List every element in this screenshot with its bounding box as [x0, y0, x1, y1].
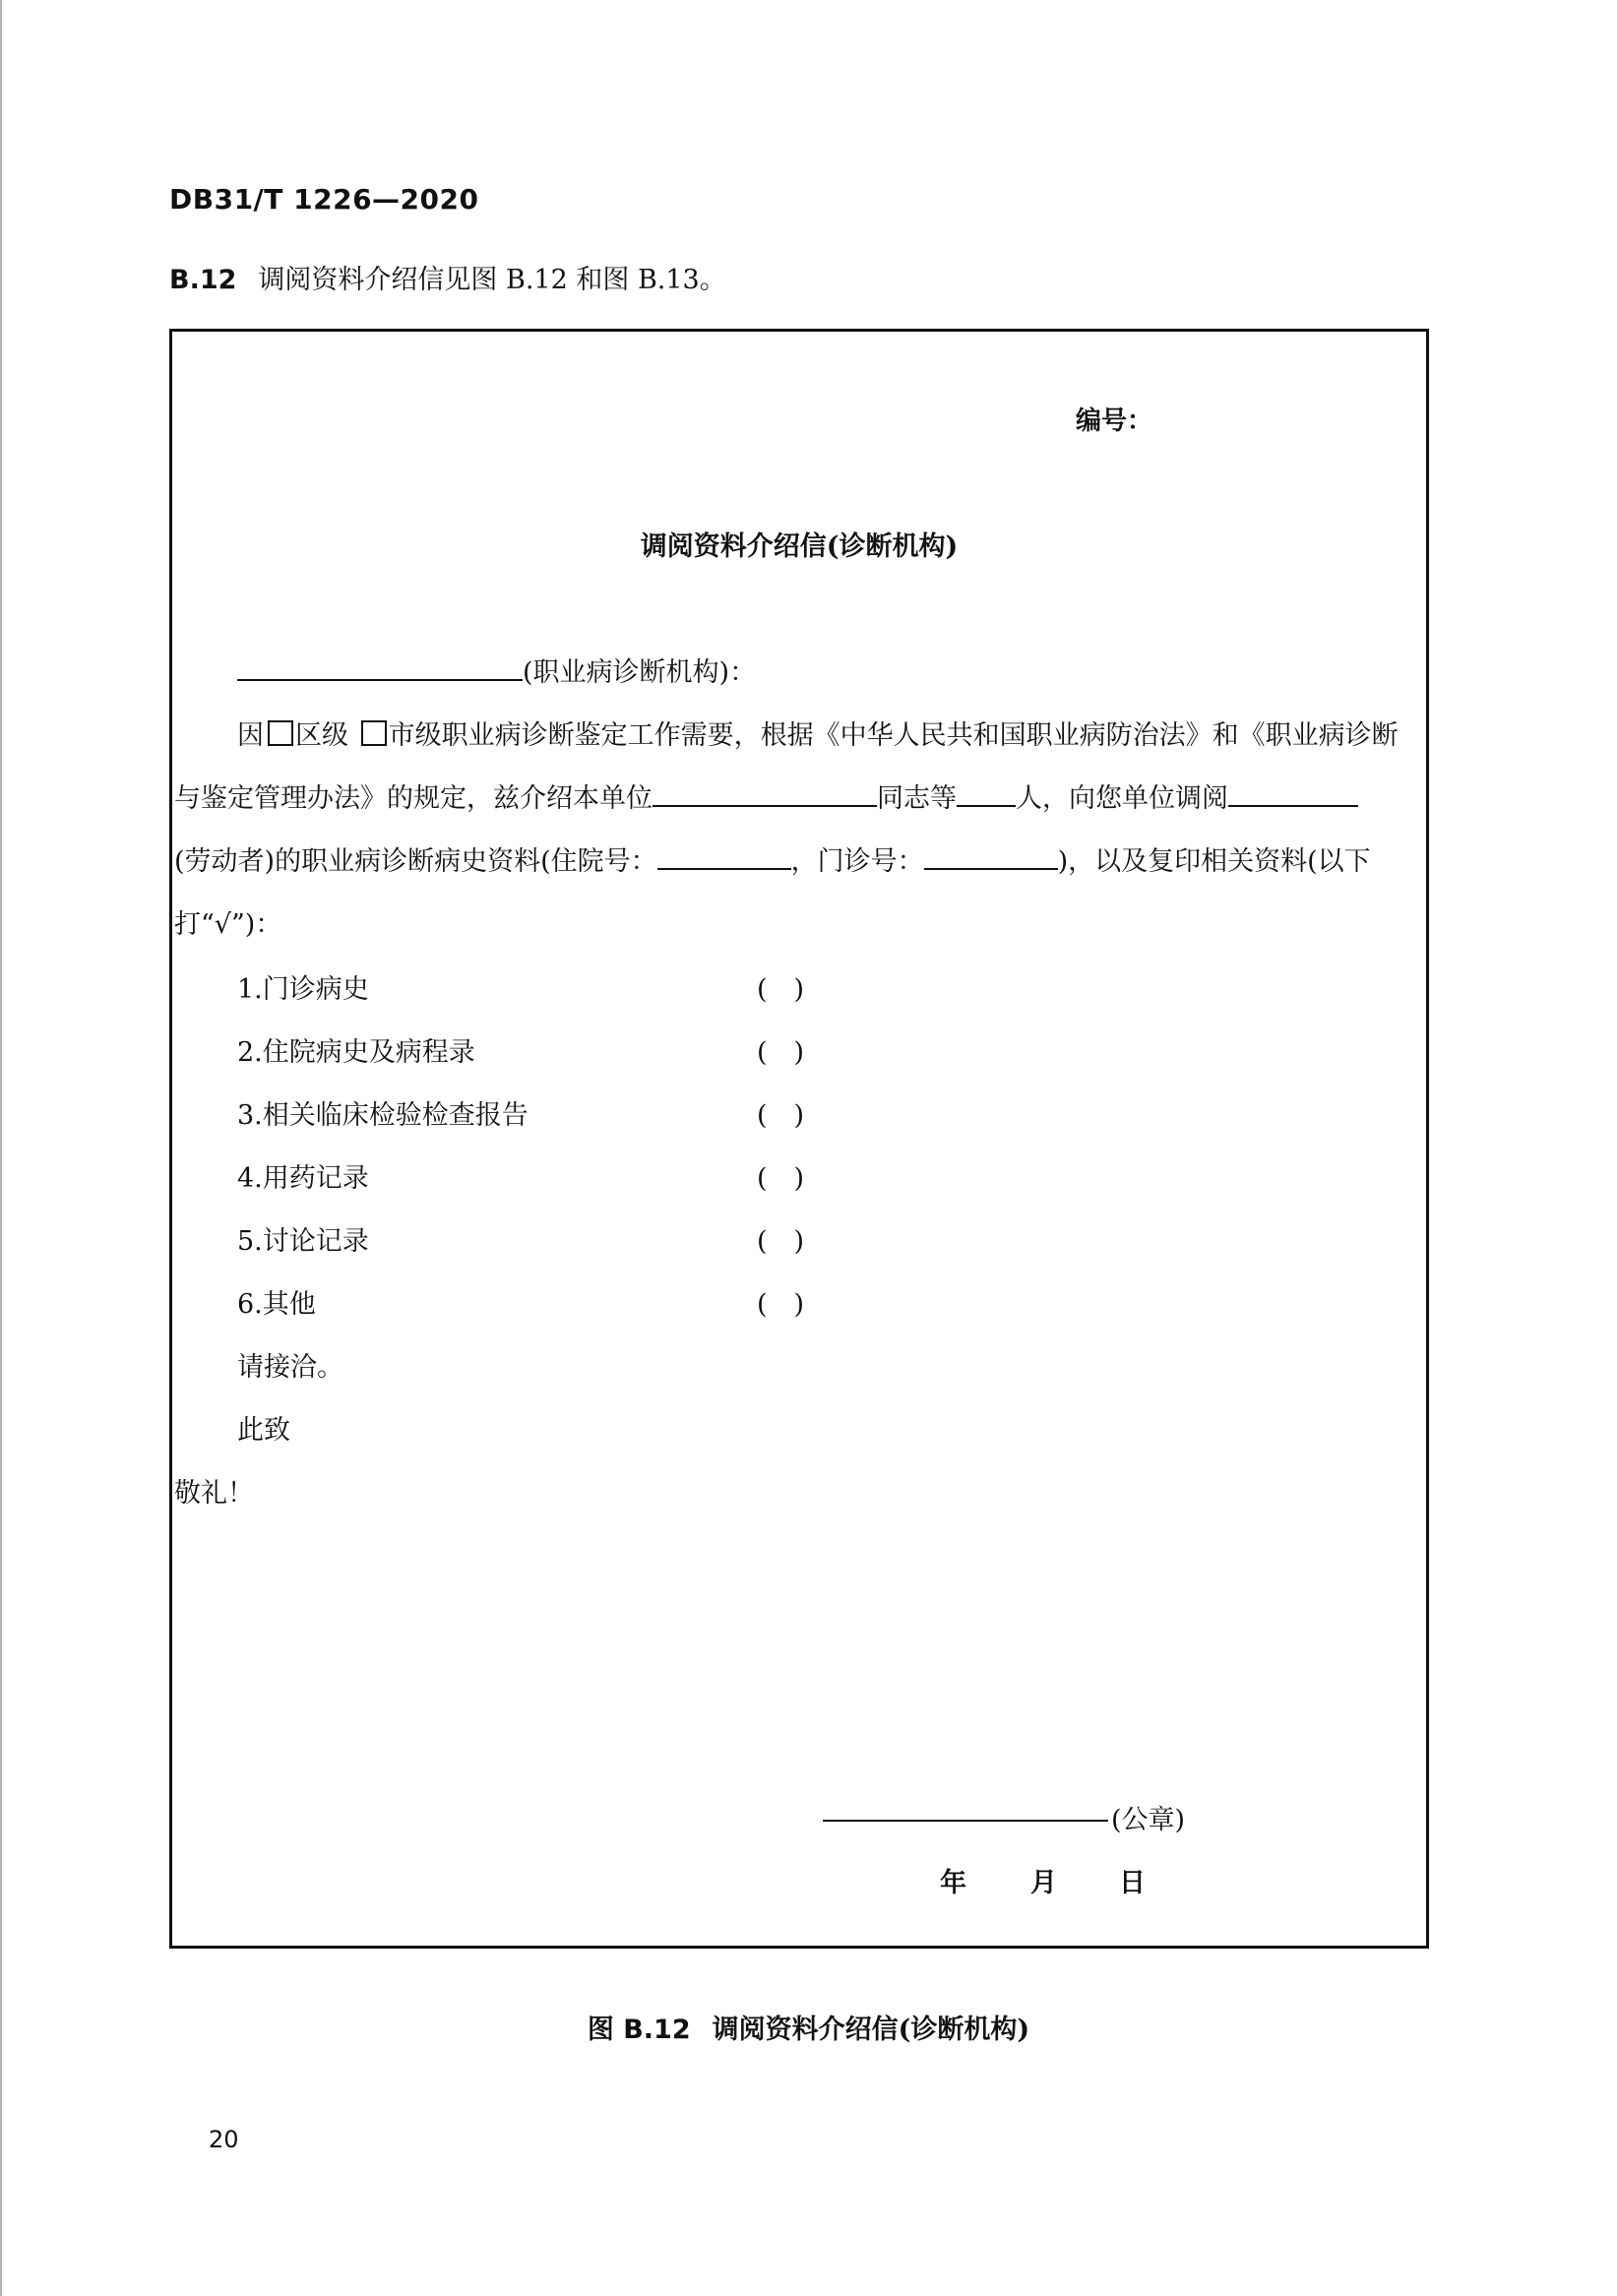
section-text: 调阅资料介绍信见图 B.12 和图 B.13。 [258, 265, 726, 295]
item-checkbox[interactable]: ( ) [757, 974, 805, 1005]
paragraph-text: (劳动者)的职业病诊断病史资料(住院号： [174, 846, 657, 877]
closing-regards: 敬礼！ [174, 1478, 254, 1509]
item-label: 3.相关临床检验检查报告 [237, 1100, 529, 1131]
paragraph-text: 因 [237, 720, 264, 751]
seal-label: (公章) [1111, 1805, 1186, 1835]
city-option-text: 市级职业病诊断鉴定工作需要，根据《中华人民共和国职业病防治法》和《职业病诊断 [388, 720, 1399, 751]
paragraph-text: 与鉴定管理办法》的规定，兹介绍本单位 [174, 783, 653, 814]
item-checkbox[interactable]: ( ) [757, 1037, 805, 1068]
date-day: 日 [1119, 1868, 1146, 1898]
section-number: B.12 [169, 265, 237, 295]
recipient-blank[interactable] [237, 653, 523, 681]
paragraph-text: ，门诊号： [790, 846, 924, 877]
recipient-line [237, 651, 756, 689]
unit-name-blank[interactable] [653, 779, 877, 807]
district-checkbox[interactable] [268, 720, 293, 746]
district-option-label: 区级 [295, 720, 348, 751]
inpatient-number-blank[interactable] [657, 842, 791, 870]
date-month: 月 [1030, 1868, 1057, 1898]
page-number: 20 [209, 2126, 239, 2153]
item-checkbox[interactable]: ( ) [757, 1100, 805, 1131]
letter-form-frame [169, 329, 1429, 1949]
form-title: 调阅资料介绍信(诊断机构) [640, 531, 959, 562]
figure-number: 图 B.12 [587, 2015, 691, 2045]
paragraph-line-2 [174, 776, 1358, 815]
person-count-blank[interactable] [957, 779, 1016, 807]
outpatient-number-blank[interactable] [924, 842, 1058, 870]
item-checkbox[interactable]: ( ) [757, 1289, 805, 1320]
item-label: 4.用药记录 [237, 1163, 369, 1194]
paragraph-text: 同志等 [877, 783, 957, 814]
figure-caption [0, 2008, 1617, 2046]
paragraph-line-3 [174, 839, 1371, 878]
item-label: 6.其他 [237, 1289, 316, 1320]
paragraph-line-4: 打“√”)： [174, 909, 282, 940]
closing-please-contact: 请接洽。 [237, 1352, 343, 1383]
item-label: 5.讨论记录 [237, 1226, 369, 1257]
closing-salutation: 此致 [237, 1415, 290, 1446]
section-intro [169, 258, 726, 296]
paragraph-line-1 [237, 714, 1399, 752]
serial-number-label: 编号： [1076, 406, 1153, 436]
item-checkbox[interactable]: ( ) [757, 1163, 805, 1194]
worker-name-blank[interactable] [1228, 779, 1358, 807]
standard-code: DB31/T 1226—2020 [169, 183, 479, 216]
city-checkbox[interactable] [361, 720, 387, 746]
paragraph-text: )，以及复印相关资料(以下 [1057, 846, 1371, 877]
page-edge [0, 0, 2, 2296]
item-label: 1.门诊病史 [237, 974, 369, 1005]
paragraph-text: 人，向您单位调阅 [1016, 783, 1228, 814]
seal-signature-line[interactable] [823, 1820, 1108, 1822]
figure-title: 调阅资料介绍信(诊断机构) [712, 2015, 1030, 2045]
date-year: 年 [940, 1868, 966, 1898]
recipient-suffix: (职业病诊断机构)： [523, 657, 757, 688]
item-label: 2.住院病史及病程录 [237, 1037, 475, 1068]
item-checkbox[interactable]: ( ) [757, 1226, 805, 1257]
